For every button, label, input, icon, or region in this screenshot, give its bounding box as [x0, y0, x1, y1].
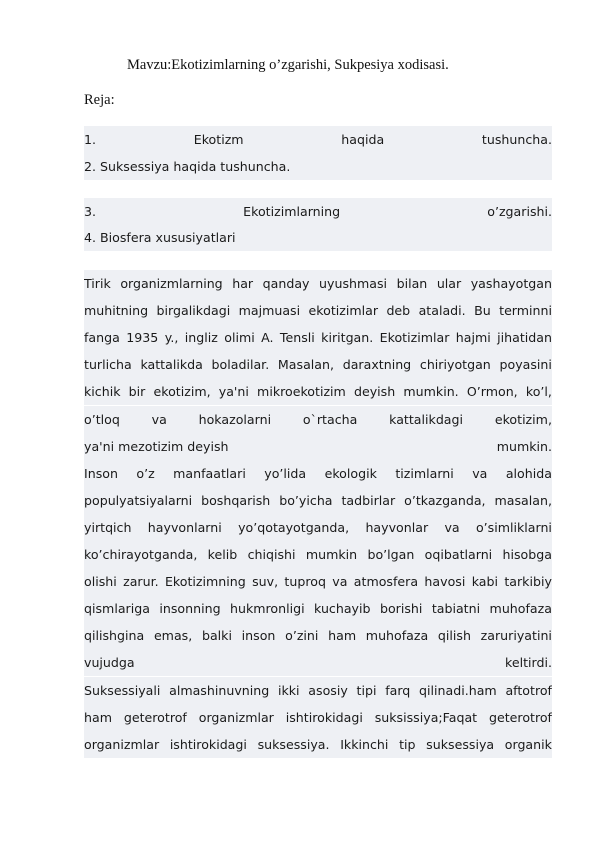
word: muhitning — [84, 303, 149, 318]
word: olishi — [84, 574, 117, 589]
word: deb — [386, 303, 411, 318]
word: va — [332, 574, 348, 589]
word: tizimlarni — [395, 466, 454, 481]
word: hayvonlarni — [147, 520, 222, 535]
word: kuchayib — [314, 601, 371, 616]
word: ekotizim, — [494, 412, 552, 427]
word: Ekotizimlarning — [243, 204, 341, 219]
word: ya'ni mezotizim deyish — [84, 439, 229, 454]
word: tipi — [356, 683, 377, 698]
plan-item — [84, 126, 552, 153]
word: ham — [328, 628, 357, 643]
word: majmuasi — [238, 303, 301, 318]
plan-item — [84, 153, 552, 180]
body-line — [84, 731, 552, 758]
word: ular — [436, 276, 462, 291]
word: O’rmon, — [466, 384, 518, 399]
plan-item — [84, 198, 552, 225]
document-title: Mavzu:Ekotizimlarning o’zgarishi, Sukpesiya xodisasi. — [127, 57, 449, 73]
word: chiqishi — [247, 547, 296, 562]
word: havosi — [424, 574, 466, 589]
word: haqida — [341, 132, 385, 147]
word: qanday — [262, 276, 310, 291]
body-line — [84, 649, 552, 676]
word: bir — [128, 384, 146, 399]
body-line — [84, 622, 552, 649]
word: bilan — [396, 276, 428, 291]
word: Tensli — [279, 330, 315, 345]
body-line — [84, 487, 552, 514]
word: birgalikdagi — [156, 303, 231, 318]
word: boladilar. — [211, 357, 270, 372]
word: suksessiya — [426, 737, 495, 752]
word: o’tloq — [84, 412, 120, 427]
word: hayvonlar — [365, 520, 429, 535]
word: suksissiya;Faqat — [374, 710, 478, 725]
word: Bu — [474, 303, 491, 318]
body-line — [84, 406, 552, 433]
word: 1. — [84, 132, 97, 147]
word: 4. Biosfera xususiyatlari — [84, 230, 236, 245]
word: balki — [201, 628, 232, 643]
word: qilish — [437, 628, 471, 643]
word: tuproq — [284, 574, 326, 589]
word: kattalikda — [140, 357, 203, 372]
word: o’zgarishi. — [487, 204, 552, 219]
word: ko’chirayotganda, — [84, 547, 198, 562]
word: ko’l, — [525, 384, 552, 399]
word: terminni — [499, 303, 552, 318]
word: Ekotizm — [193, 132, 244, 147]
word: alohida — [505, 466, 552, 481]
body-line — [84, 297, 552, 324]
word: ikki — [277, 683, 300, 698]
word: mumkin — [305, 547, 358, 562]
word: inson — [241, 628, 276, 643]
word: o’zini — [285, 628, 319, 643]
word: deyish — [353, 384, 396, 399]
word: bo’lgan — [367, 547, 415, 562]
word: mikroekotizim — [257, 384, 346, 399]
word: har — [232, 276, 254, 291]
word: ingliz — [184, 330, 218, 345]
body-line — [84, 433, 552, 460]
word: organizmlarning — [120, 276, 223, 291]
body-line — [84, 541, 552, 568]
word: mumkin. — [403, 384, 459, 399]
word: jihatidan — [497, 330, 552, 345]
word: o’simliklarni — [475, 520, 552, 535]
body-line — [84, 324, 552, 351]
word: olimi — [224, 330, 255, 345]
word: yo’lida — [264, 466, 307, 481]
word: ishtirokidagi — [285, 710, 363, 725]
word: hajmi — [455, 330, 491, 345]
word: fanga — [84, 330, 120, 345]
word: ham — [84, 710, 112, 725]
word: Ekotizimning — [164, 574, 246, 589]
word: A. — [261, 330, 274, 345]
word: aftotrof — [505, 683, 552, 698]
word: tadbirlar — [341, 493, 396, 508]
word: bo’yicha — [279, 493, 333, 508]
word: Suksessiyali — [84, 683, 161, 698]
word: hisobga — [502, 547, 552, 562]
word: suksessiya. — [257, 737, 330, 752]
word: hokazolarni — [198, 412, 272, 427]
word: farq — [385, 683, 411, 698]
body-line — [84, 568, 552, 595]
word: populyatsiyalarni — [84, 493, 193, 508]
word: Masalan, — [277, 357, 334, 372]
word: 2. Suksessiya haqida tushuncha. — [84, 159, 291, 174]
word: tarkibiy — [504, 574, 552, 589]
word: organizmlar — [84, 737, 160, 752]
word: geterotrof — [123, 710, 187, 725]
body-line — [84, 677, 552, 704]
word: va — [472, 466, 488, 481]
word: poyasini — [499, 357, 552, 372]
word: tabiatni — [431, 601, 481, 616]
word: muhofaza — [365, 628, 429, 643]
word: vujudga — [84, 655, 135, 670]
word: Ekotizimlar — [379, 330, 450, 345]
word: mumkin. — [496, 439, 552, 454]
word: yashayotgan — [470, 276, 552, 291]
word: keltirdi. — [505, 655, 552, 670]
word: kattalikdagi — [389, 412, 464, 427]
word: qilishgina — [84, 628, 145, 643]
word: tushuncha. — [481, 132, 552, 147]
word: zarur. — [123, 574, 159, 589]
word: organik — [504, 737, 552, 752]
word: kelib — [207, 547, 238, 562]
word: yo’qotayotganda, — [238, 520, 350, 535]
word: Tirik — [84, 276, 111, 291]
word: manfaatlari — [173, 466, 246, 481]
word: tip — [399, 737, 416, 752]
word: kichik — [84, 384, 121, 399]
body-line — [84, 704, 552, 731]
word: emas, — [153, 628, 193, 643]
word: kiritgan. — [321, 330, 374, 345]
word: boshqarish — [201, 493, 271, 508]
word: insonning — [159, 601, 221, 616]
word: va — [444, 520, 460, 535]
word: zaruriyatini — [480, 628, 552, 643]
body-line — [84, 595, 552, 622]
word: chiriyotgan — [419, 357, 491, 372]
word: y., — [164, 330, 179, 345]
word: organizmlar — [198, 710, 274, 725]
word: borishi — [379, 601, 423, 616]
word: yirtqich — [84, 520, 132, 535]
word: ya'ni — [218, 384, 249, 399]
word: Ikkinchi — [340, 737, 389, 752]
word: ekotizim, — [153, 384, 211, 399]
word: atmosfera — [353, 574, 419, 589]
word: turlicha — [84, 357, 132, 372]
body-line — [84, 270, 552, 297]
word: va — [151, 412, 167, 427]
word: oqibatlarni — [424, 547, 493, 562]
body-line — [84, 351, 552, 378]
body-line — [84, 514, 552, 541]
word: uyushmasi — [319, 276, 388, 291]
word: geterotrof — [488, 710, 552, 725]
word: suv, — [252, 574, 279, 589]
word: 3. — [84, 204, 97, 219]
word: ekologik — [324, 466, 377, 481]
word: asosiy — [308, 683, 348, 698]
word: masalan, — [494, 493, 552, 508]
body-line — [84, 378, 552, 405]
word: almashinuvning — [169, 683, 270, 698]
word: daraxtning — [342, 357, 412, 372]
plan-item — [84, 224, 552, 251]
word: Inson — [84, 466, 118, 481]
word: hukmronligi — [230, 601, 305, 616]
word: o’tkazganda, — [404, 493, 486, 508]
body-line — [84, 460, 552, 487]
word: qismlariga — [84, 601, 150, 616]
word: muhofaza — [489, 601, 552, 616]
plan-label: Reja: — [84, 92, 115, 108]
word: o`rtacha — [302, 412, 358, 427]
word: ekotizimlar — [308, 303, 379, 318]
word: 1935 — [126, 330, 159, 345]
word: ishtirokidagi — [169, 737, 247, 752]
word: kabi — [471, 574, 498, 589]
word: ataladi. — [418, 303, 466, 318]
word: o’z — [136, 466, 155, 481]
word: qilinadi.ham — [419, 683, 497, 698]
